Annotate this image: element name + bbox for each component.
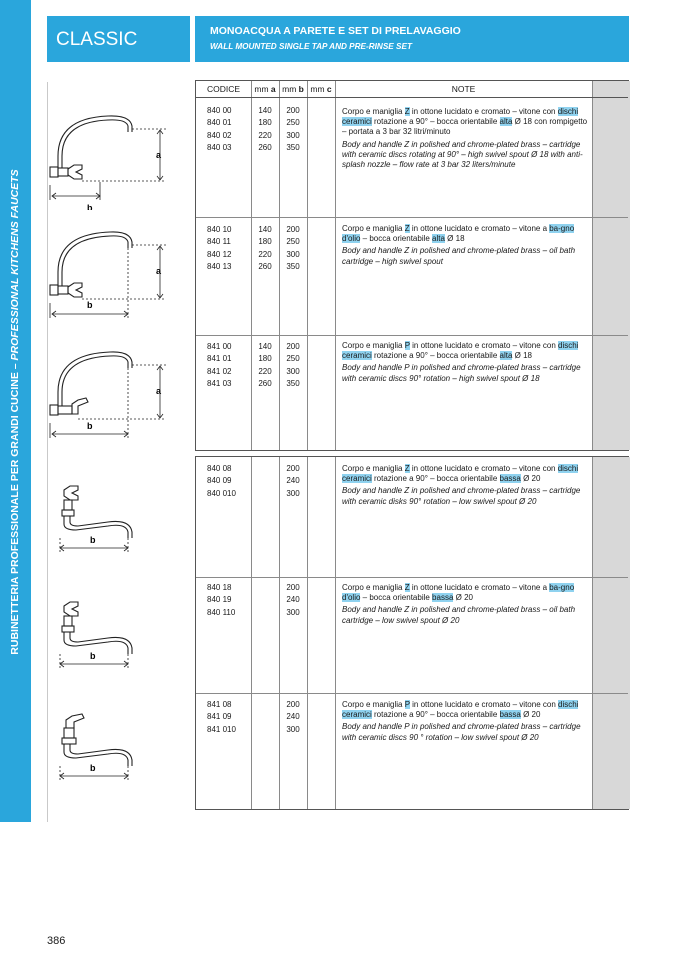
codes-list: 840 10 840 11 840 12 840 13	[207, 225, 232, 271]
product-note: Corpo e maniglia P in ottone lucidato e cromato – vitone con dischi ceramici rotazione a 90° – bocca orientabile alta Ø 18 Body and handle P in polished and chrome-plated brass – cartridge with ceramic discs 90° rotation – high swivel spout Ø 18	[342, 341, 581, 383]
dim-a-label: a	[156, 386, 162, 396]
mm-a-values: 140 180 220 260	[258, 342, 272, 388]
drawing-840-18	[48, 584, 191, 674]
col-note: NOTE	[451, 84, 476, 94]
table-row	[196, 577, 628, 694]
mm-b-values: 200 240 300	[286, 583, 300, 617]
col-mm-c: mm c	[310, 84, 332, 94]
product-note: Corpo e maniglia Z in ottone lucidato e cromato – vitone con dischi ceramici rotazione a 90° – bocca orientabile bassa Ø 20 Body and handle Z in polished and chrome-plated brass – cartridge with ceramic disks 90° rotation – low swivel spout Ø 20	[342, 464, 581, 506]
sidebar	[0, 0, 31, 822]
drawing-840-08	[48, 468, 191, 558]
col-mm-a: mm a	[254, 84, 276, 94]
codes-list: 840 08 840 09 840 010	[207, 464, 236, 498]
mm-b-values: 200 240 300	[286, 464, 300, 498]
dim-a-label: a	[156, 150, 162, 160]
mm-b-values: 200 240 300	[286, 700, 300, 734]
sidebar-title: RUBINETTERIA PROFESSIONALE PER GRANDI CUCINE – PROFESSIONAL KITCHENS FAUCETS	[9, 169, 21, 655]
table-row	[196, 693, 628, 809]
table-row	[196, 98, 628, 218]
table-row	[196, 457, 628, 578]
product-note: Corpo e maniglia Z in ottone lucidato e cromato – vitone a ba-gno d'olio – bocca orientabile alta Ø 18 Body and handle Z in polished and chrome-plated brass – oil bath cartridge – high swivel spout	[342, 224, 576, 266]
category-label: CLASSIC	[56, 29, 138, 50]
table-header	[196, 81, 628, 98]
category-badge	[47, 16, 190, 62]
drawing-841-00	[48, 348, 191, 448]
codes-list: 840 18 840 19 840 110	[207, 583, 236, 617]
title-english: WALL MOUNTED SINGLE TAP AND PRE-RINSE SET	[210, 42, 412, 51]
product-table-low-spout	[195, 456, 629, 810]
drawing-841-08	[48, 702, 191, 792]
codes-list: 841 00 841 01 841 02 841 03	[207, 342, 232, 388]
dim-b-label: b	[87, 421, 93, 431]
col-mm-b: mm b	[282, 84, 304, 94]
drawings-column	[47, 82, 191, 822]
tap-high-spout-lever-drawing	[48, 348, 191, 448]
product-note: Corpo e maniglia P in ottone lucidato e cromato – vitone con dischi ceramici rotazione a 90° – bocca orientabile bassa Ø 20 Body and handle P in polished and chrome-plated brass – cartridge with ceramic discs 90 ° rotation – low swivel spout Ø 20	[342, 700, 581, 742]
mm-a-values: 140 180 220 260	[258, 225, 272, 271]
col-codice: CODICE	[206, 84, 241, 94]
product-note: Corpo e maniglia Z in ottone lucidato e cromato – vitone a ba-gno d'olio – bocca orientabile bassa Ø 20 Body and handle Z in polished and chrome-plated brass – oil bath cartridge – low swivel spout Ø 20	[342, 583, 576, 625]
mm-b-values: 200 250 300 350	[286, 225, 300, 271]
table-row	[196, 217, 628, 336]
tap-low-spout-drawing	[48, 584, 191, 674]
tap-low-spout-drawing	[48, 468, 191, 558]
dim-b-label: b	[87, 203, 93, 210]
drawing-840-00	[48, 110, 191, 210]
tap-high-spout-drawing	[48, 228, 191, 328]
tap-low-spout-lever-drawing	[48, 702, 191, 792]
mm-a-values: 140 180 220 260	[258, 106, 272, 152]
header-bar	[195, 16, 629, 62]
codes-list: 840 00 840 01 840 02 840 03	[207, 106, 232, 152]
tap-high-spout-drawing	[48, 110, 191, 210]
dim-b-label: b	[87, 300, 93, 310]
mm-b-values: 200 250 300 350	[286, 342, 300, 388]
dim-a-label: a	[156, 266, 162, 276]
dim-b-label: b	[90, 535, 96, 545]
drawing-840-10	[48, 228, 191, 328]
dim-b-label: b	[90, 651, 96, 661]
page-number: 386	[47, 935, 66, 947]
table-row	[196, 335, 628, 450]
codes-list: 841 08 841 09 841 010	[207, 700, 236, 734]
dim-b-label: b	[90, 763, 96, 773]
product-note: Corpo e maniglia Z in ottone lucidato e cromato – vitone con dischi ceramici rotazione a 90° – bocca orientabile alta Ø 18 con rompigetto – portata a 3 bar 32 litri/minuto Body and handle Z in polished and chrome-plated brass – cartridge with ceramic discs rotating at 90° – high swivel spout Ø 18 with anti-splash nozzle – flow rate at 3 bar 32 liters/minute	[342, 107, 588, 170]
product-table-high-spout	[195, 80, 629, 451]
mm-b-values: 200 250 300 350	[286, 106, 300, 152]
title-italian: MONOACQUA A PARETE E SET DI PRELAVAGGIO	[210, 25, 461, 37]
